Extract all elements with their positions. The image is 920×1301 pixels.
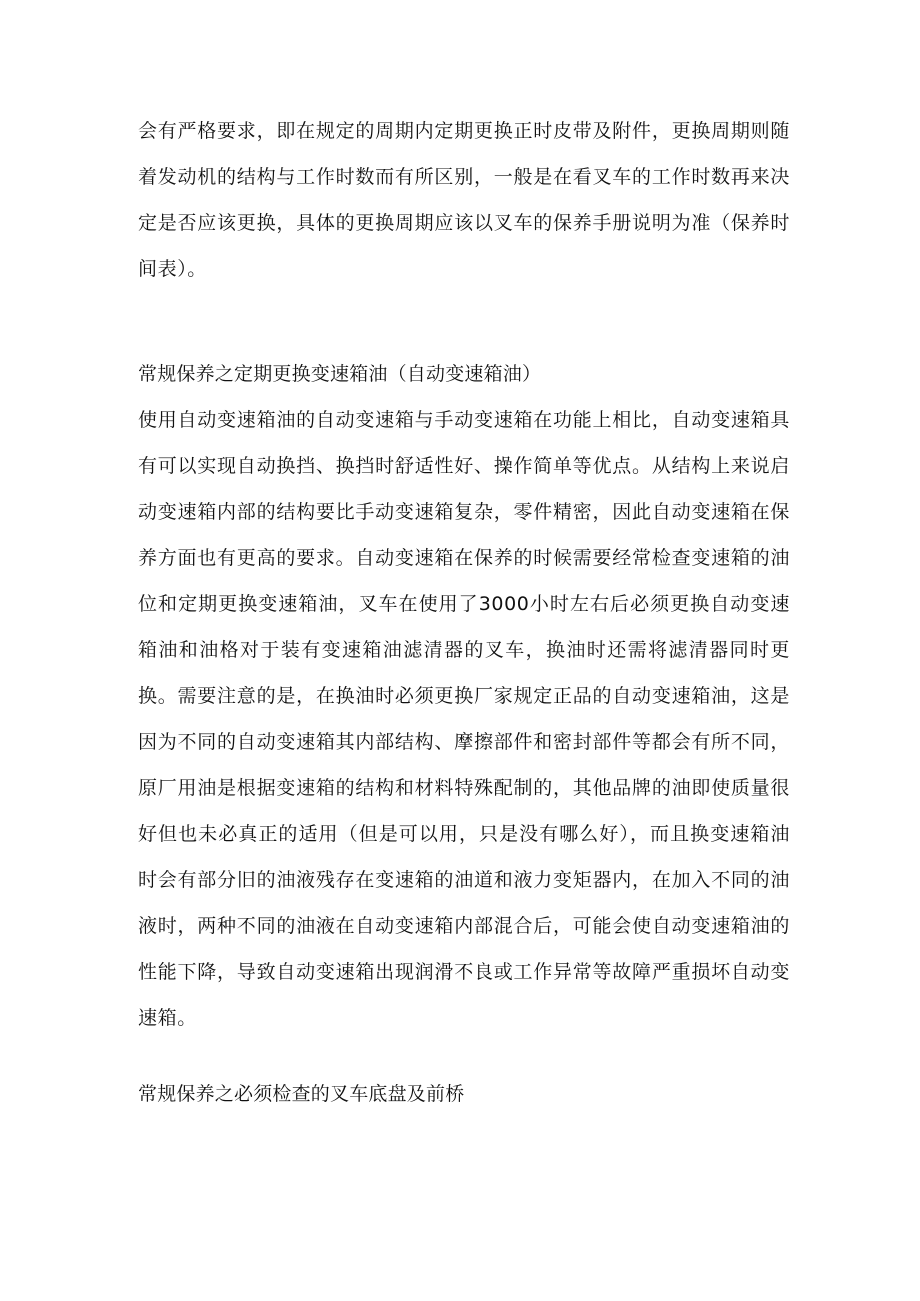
section-heading-transmission-oil: 常规保养之定期更换变速箱油（自动变速箱油） [138,363,542,385]
section-heading-chassis-front-axle: 常规保养之必须检查的叉车底盘及前桥 [138,1083,465,1105]
paragraph-timing-belt: 会有严格要求，即在规定的周期内定期更换正时皮带及附件，更换周期则随着发动机的结构与工作时数而有所区别，一般是在看叉车的工作时数再来决定是否应该更换，具体的更换周期应该以叉车的保养手册说明为准（保养时间表）。 [138,120,790,280]
paragraph-transmission-oil: 使用自动变速箱油的自动变速箱与手动变速箱在功能上相比，自动变速箱具有可以实现自动换挡、换挡时舒适性好、操作简单等优点。从结构上来说启动变速箱内部的结构要比手动变速箱复杂，零件精密，因此自动变速箱在保养方面也有更高的要求。自动变速箱在保养的时候需要经常检查变速箱的油位和定期更换变速箱油，叉车在使用了3000小时左右后必须更换自动变速箱油和油格对于装有变速箱油滤清器的叉车，换油时还需将滤清器同时更换。需要注意的是，在换油时必须更换厂家规定正品的自动变速箱油，这是因为不同的自动变速箱其内部结构、摩擦部件和密封部件等都会有所不同，原厂用油是根据变速箱的结构和材料特殊配制的，其他品牌的油即使质量很好但也未必真正的适用（但是可以用，只是没有哪么好），而且换变速箱油时会有部分旧的油液残存在变速箱的油道和液力变矩器内，在加入不同的油液时，两种不同的油液在自动变速箱内部混合后，可能会使自动变速箱油的性能下降，导致自动变速箱出现润滑不良或工作异常等故障严重损坏自动变速箱。 [138,409,790,1029]
